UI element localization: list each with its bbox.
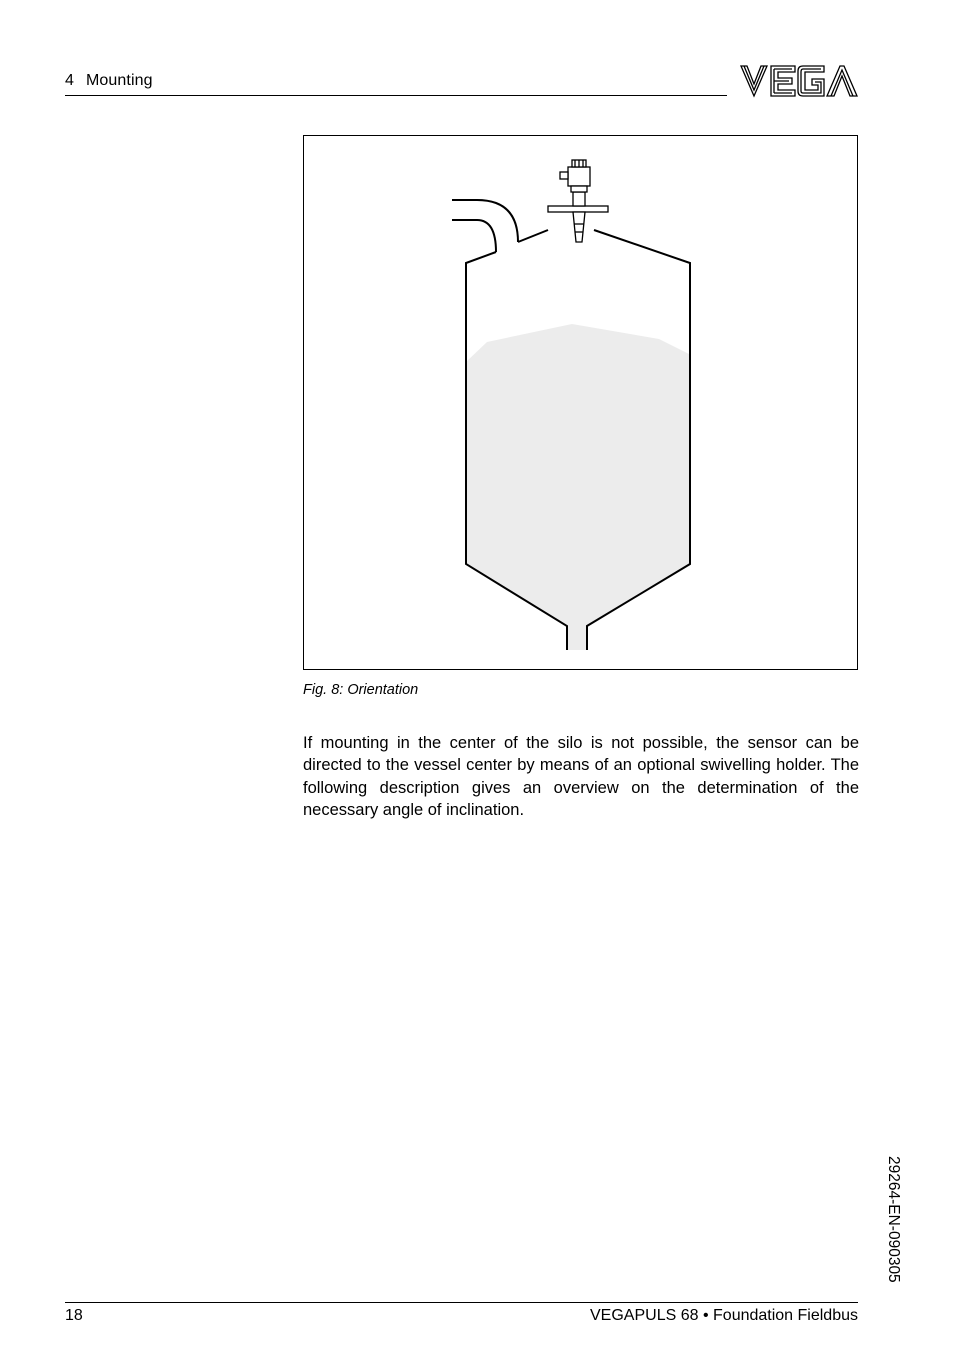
page-number: 18 <box>65 1307 83 1324</box>
section-title: Mounting <box>86 72 153 89</box>
footer-subtitle: Foundation Fieldbus <box>713 1307 858 1324</box>
header-divider <box>65 95 727 96</box>
orientation-figure <box>303 135 858 670</box>
document-number: 29264-EN-090305 <box>885 1156 902 1283</box>
body-paragraph: If mounting in the center of the silo is not possible, the sensor can be directed to the vessel center by means of an optional swivelling holder. The following description gives an overview on the determination of the necessary angle of inclination. <box>303 734 859 819</box>
footer-divider <box>65 1302 858 1303</box>
silo-diagram <box>304 136 857 669</box>
radar-sensor <box>548 160 608 242</box>
section-heading <box>65 72 153 90</box>
footer-product: VEGAPULS 68 <box>590 1307 699 1324</box>
filling-pipe <box>452 200 518 252</box>
section-number: 4 <box>65 72 74 89</box>
figure-caption: Fig. 8: Orientation <box>303 682 419 698</box>
bulk-material <box>466 324 690 650</box>
vega-logo <box>740 64 858 98</box>
footer-title <box>590 1307 858 1325</box>
footer-separator: • <box>702 1307 709 1324</box>
